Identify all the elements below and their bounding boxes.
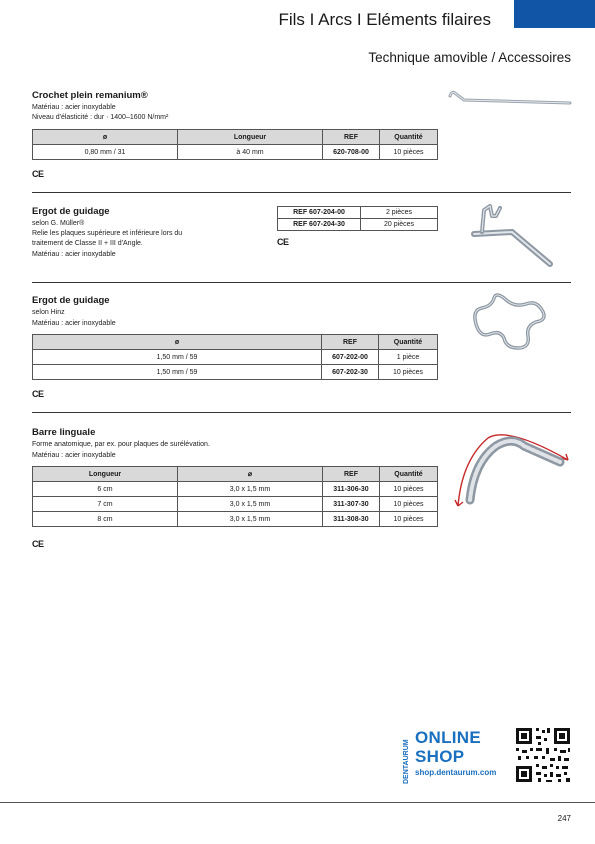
table-cell: 3,0 x 1,5 mm	[178, 497, 323, 512]
table-cell: 3,0 x 1,5 mm	[178, 482, 323, 497]
straight-wire-hook-icon	[446, 88, 574, 110]
product-line: selon Hinz	[32, 309, 65, 316]
table-cell: 10 pièces	[380, 145, 438, 160]
qr-code-icon[interactable]	[514, 726, 572, 784]
spec-table-barre-linguale	[32, 466, 438, 527]
section-divider	[32, 412, 571, 413]
table-header: REF	[323, 467, 380, 482]
product-line: selon G. Müller®	[32, 220, 85, 227]
table-cell: à 40 mm	[178, 145, 323, 160]
product-line: Matériau : acier inoxydable	[32, 452, 116, 459]
product-title-ergot-hinz: Ergot de guidage	[32, 295, 110, 306]
online-shop-title-2[interactable]: SHOP	[415, 747, 465, 766]
table-header: REF	[323, 130, 380, 145]
ref-cell: 607-202-00	[322, 350, 379, 365]
ce-mark: CE	[277, 237, 289, 247]
table-header: Longueur	[178, 130, 323, 145]
page-title: Fils I Arcs I Eléments filaires	[278, 10, 491, 29]
ref-cell: 620-708-00	[323, 145, 380, 160]
table-row	[278, 207, 438, 219]
product-line: Niveau d'élasticité : dur · 1400–1600 N/mm²	[32, 114, 169, 121]
ref-cell: 607-202-30	[322, 365, 379, 380]
table-cell: 1,50 mm / 59	[33, 350, 322, 365]
table-header: Quantité	[379, 335, 438, 350]
table-cell: 1,50 mm / 59	[33, 365, 322, 380]
table-header: ⌀	[178, 467, 323, 482]
table-header: ø	[33, 130, 178, 145]
table-cell: 0,80 mm / 31	[33, 145, 178, 160]
table-cell: 8 cm	[33, 512, 178, 527]
ref-cell: 311-306-30	[323, 482, 380, 497]
shop-url-link[interactable]: shop.dentaurum.com	[415, 768, 497, 777]
product-line: Matériau : acier inoxydable	[32, 104, 116, 111]
footer-rule	[0, 802, 595, 803]
product-title-barre-linguale: Barre linguale	[32, 427, 96, 438]
table-cell: 10 pièces	[380, 512, 438, 527]
spec-table-ergot-hinz	[32, 334, 438, 380]
table-cell: 2 pièces	[361, 207, 438, 219]
table-cell: 20 pièces	[361, 219, 438, 231]
lingual-bar-icon	[448, 420, 578, 512]
table-cell: 10 pièces	[379, 365, 438, 380]
product-line: Matériau : acier inoxydable	[32, 251, 116, 258]
guide-pin-icon	[466, 202, 556, 272]
spec-table-crochet	[32, 129, 438, 160]
product-line: traitement de Classe II + III d'Angle.	[32, 240, 143, 247]
product-line: Matériau : acier inoxydable	[32, 320, 116, 327]
table-header: Quantité	[380, 130, 438, 145]
table-header: REF	[322, 335, 379, 350]
table-row	[33, 512, 438, 527]
table-cell: 7 cm	[33, 497, 178, 512]
table-row	[33, 365, 438, 380]
ref-cell: REF 607-204-30	[278, 219, 361, 231]
table-cell: 3,0 x 1,5 mm	[178, 512, 323, 527]
brand-vertical-label	[399, 728, 411, 784]
product-title-crochet: Crochet plein remanium®	[32, 90, 148, 101]
table-cell: 6 cm	[33, 482, 178, 497]
section-divider	[32, 192, 571, 193]
table-header: Longueur	[33, 467, 178, 482]
table-cell: 10 pièces	[380, 497, 438, 512]
table-cell: 10 pièces	[380, 482, 438, 497]
online-shop-title[interactable]: ONLINE	[415, 728, 482, 747]
section-subtitle: Technique amovible / Accessoires	[368, 50, 571, 65]
section-divider	[32, 282, 571, 283]
ref-cell: 311-307-30	[323, 497, 380, 512]
bent-wire-icon	[470, 290, 554, 358]
table-row	[33, 497, 438, 512]
ref-cell: 311-308-30	[323, 512, 380, 527]
table-row	[33, 482, 438, 497]
product-title-ergot-muller: Ergot de guidage	[32, 206, 110, 217]
brand-name: DENTAURUM	[403, 739, 410, 784]
table-header: Quantité	[380, 467, 438, 482]
table-cell: 1 pièce	[379, 350, 438, 365]
table-row	[278, 219, 438, 231]
ce-mark: CE	[32, 539, 44, 549]
brand-color-block	[514, 0, 595, 28]
ref-cell: REF 607-204-00	[278, 207, 361, 219]
table-row	[33, 145, 438, 160]
ce-mark: CE	[32, 389, 44, 399]
ce-mark: CE	[32, 169, 44, 179]
spec-table-ergot-muller	[277, 206, 438, 231]
table-header: ø	[33, 335, 322, 350]
table-row	[33, 350, 438, 365]
page-number: 247	[557, 814, 571, 823]
product-line: Forme anatomique, par ex. pour plaques de surélévation.	[32, 441, 210, 448]
product-line: Relie les plaques supérieure et inférieure lors du	[32, 230, 183, 237]
